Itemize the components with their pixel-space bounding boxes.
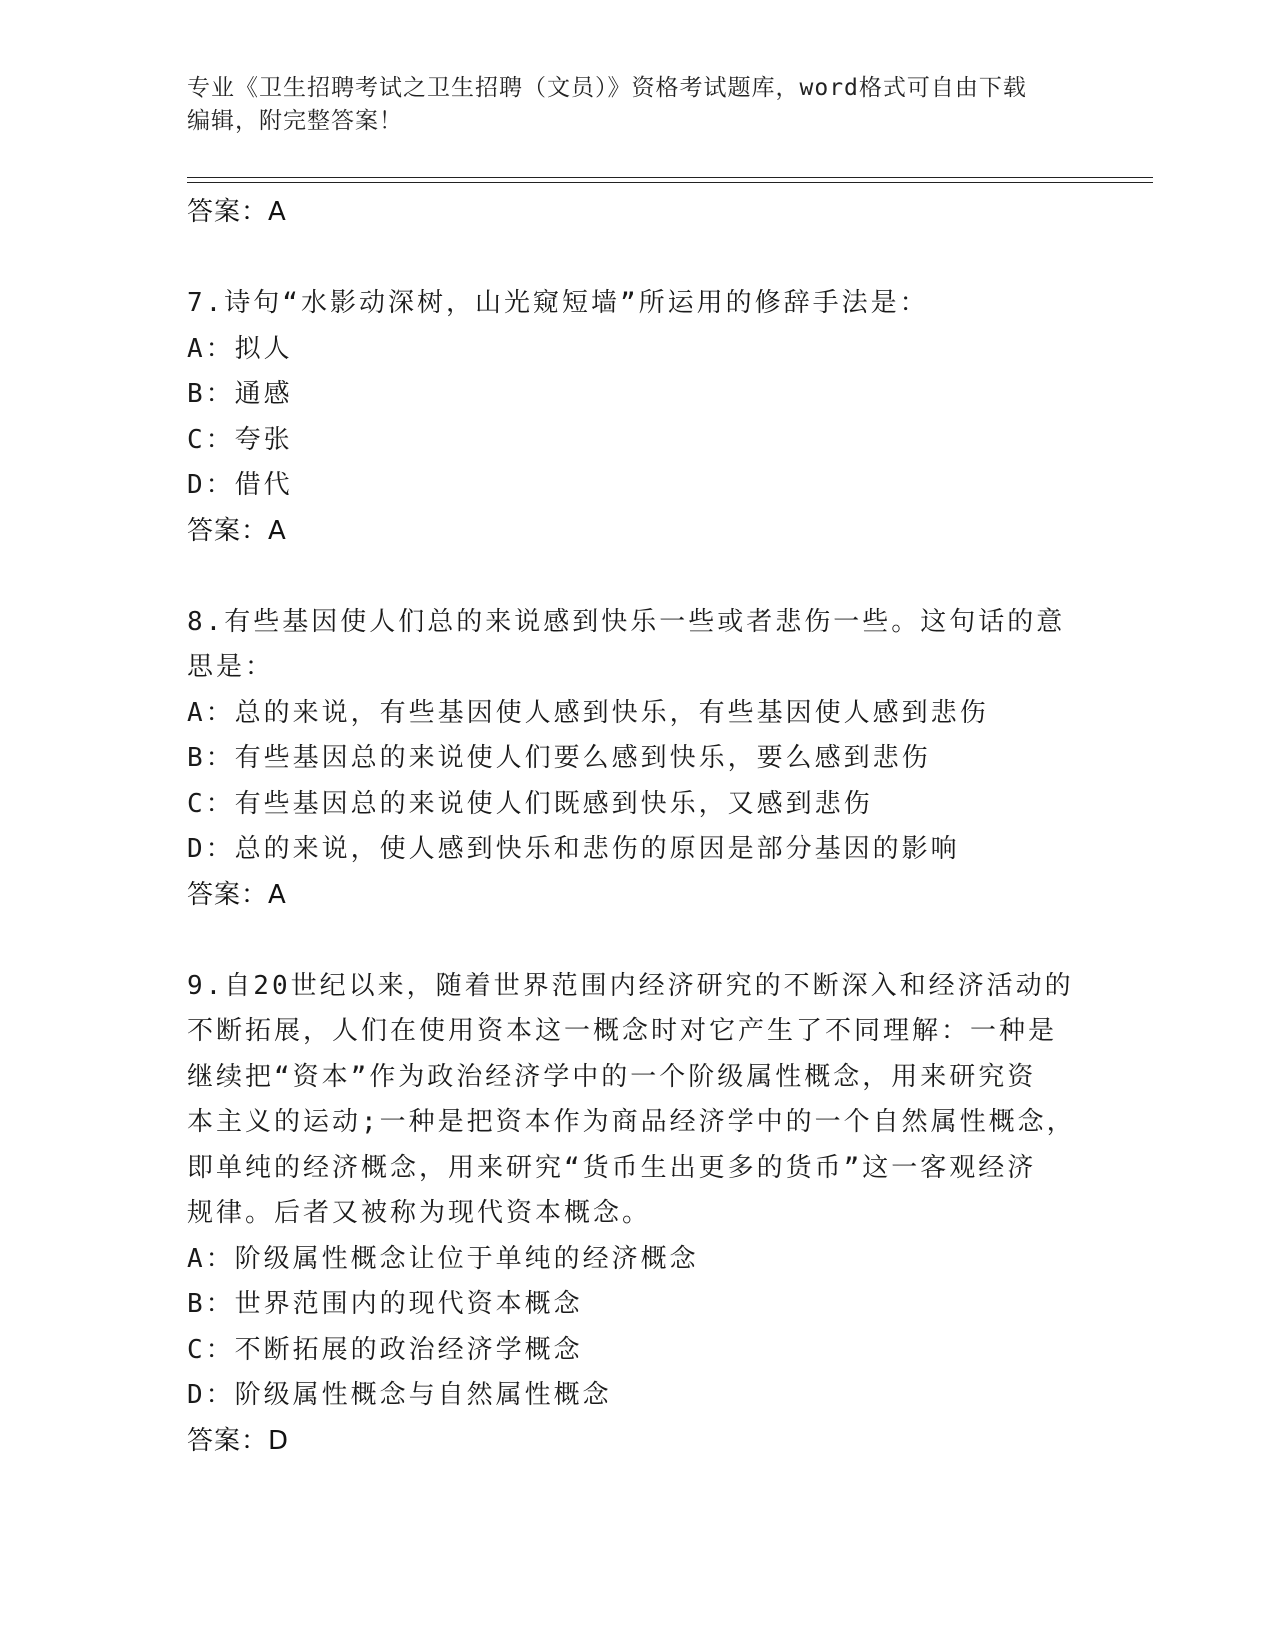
stem-line: 继续把“资本”作为政治经济学中的一个阶级属性概念，用来研究资 (187, 1061, 1037, 1092)
spacer (187, 918, 1087, 964)
question-7 (187, 281, 1087, 554)
option-c: C：有些基因总的来说使人们既感到快乐，又感到悲伤 (187, 788, 873, 819)
question-8 (187, 600, 1087, 919)
option-d: D：阶级属性概念与自然属性概念 (187, 1380, 612, 1410)
spacer (187, 554, 1087, 600)
option-a: A：总的来说，有些基因使人感到快乐，有些基因使人感到悲伤 (187, 697, 989, 728)
option-a: A：拟人 (187, 333, 293, 364)
question-9 (187, 964, 1087, 1465)
option-d: D：借代 (187, 470, 293, 500)
stem-line: 7.诗句“水影动深树，山光窥短墙”所运用的修辞手法是： (187, 288, 929, 318)
option-d: D：总的来说，使人感到快乐和悲伤的原因是部分基因的影响 (187, 834, 960, 864)
option-b: B：有些基因总的来说使人们要么感到快乐，要么感到悲伤 (187, 743, 931, 773)
question-list (187, 190, 1087, 1464)
stem-line: 规律。后者又被称为现代资本概念。 (187, 1198, 652, 1228)
question-stem (187, 281, 1087, 327)
option-b: B：世界范围内的现代资本概念 (187, 1289, 583, 1319)
answer: 答案：A (187, 515, 287, 546)
previous-answer: 答案：A (187, 197, 287, 227)
option-b: B：通感 (187, 379, 293, 409)
answer: 答案：D (187, 1425, 290, 1456)
question-stem (187, 600, 1087, 691)
option-c: C：不断拓展的政治经济学概念 (187, 1334, 583, 1365)
stem-line: 本主义的运动;一种是把资本作为商品经济学中的一个自然属性概念， (187, 1107, 1076, 1137)
question-stem (187, 964, 1087, 1237)
option-a: A：阶级属性概念让位于单纯的经济概念 (187, 1243, 699, 1274)
header-line-1: 专业《卫生招聘考试之卫生招聘（文员）》资格考试题库，word格式可自由下载 (187, 75, 1027, 101)
spacer (187, 236, 1087, 282)
stem-line: 即单纯的经济概念，用来研究“货币生出更多的货币”这一客观经济 (187, 1152, 1037, 1183)
document-header (187, 72, 1067, 138)
header-line-2: 编辑，附完整答案！ (187, 108, 403, 134)
header-rule-bottom (187, 182, 1153, 183)
stem-line: 8.有些基因使人们总的来说感到快乐一些或者悲伤一些。这句话的意 (187, 606, 1066, 637)
stem-line: 思是： (187, 652, 275, 682)
stem-line: 不断拓展，人们在使用资本这一概念时对它产生了不同理解：一种是 (187, 1016, 1058, 1046)
answer: 答案：A (187, 879, 287, 910)
option-c: C：夸张 (187, 424, 293, 455)
header-rule-top (187, 177, 1153, 178)
stem-line: 9.自20世纪以来，随着世界范围内经济研究的不断深入和经济活动的 (187, 970, 1074, 1001)
